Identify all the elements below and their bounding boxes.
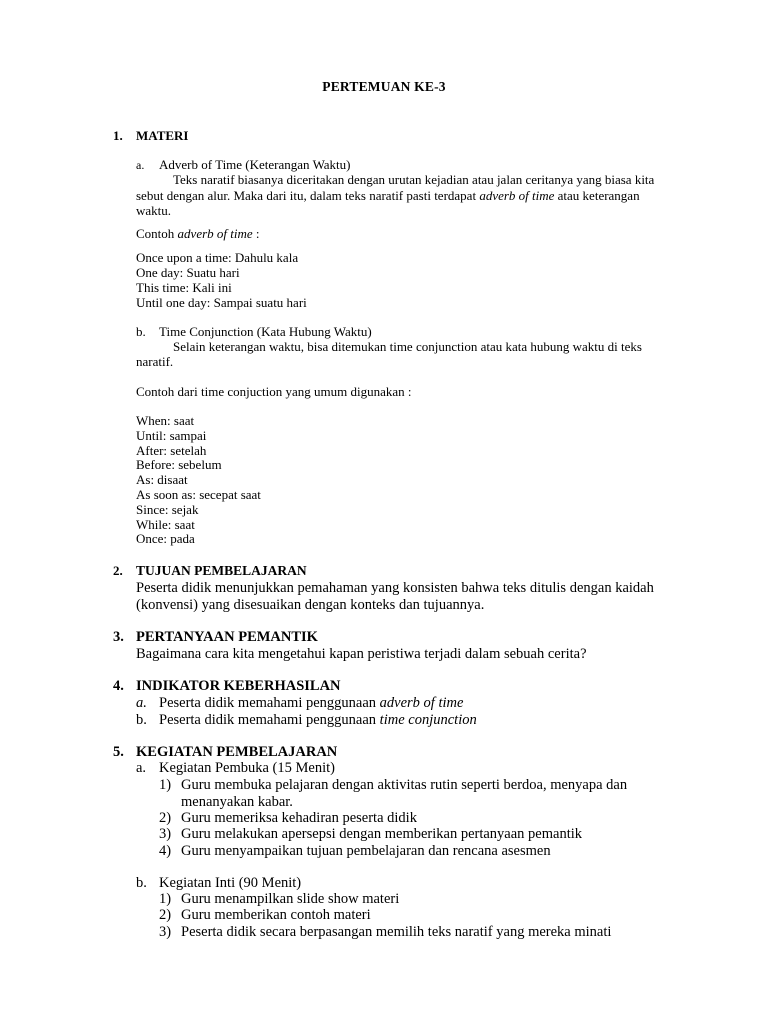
- list-item: As: disaat: [136, 472, 188, 488]
- section-5b-marker: b.: [136, 875, 147, 891]
- section-5a-item-2-num: 2): [159, 810, 172, 826]
- section-5a-item-1-line2: menanyakan kabar.: [181, 794, 293, 810]
- section-5b-item-2-num: 2): [159, 907, 172, 923]
- list-item: Until one day: Sampai suatu hari: [136, 295, 307, 310]
- section-1a-heading: Adverb of Time (Keterangan Waktu): [159, 157, 351, 172]
- section-1b-para-line1: Selain keterangan waktu, bisa ditemukan time conjunction atau kata hubung waktu di teks: [173, 339, 642, 354]
- list-item: While: saat: [136, 516, 195, 532]
- section-5b-item-3-num: 3): [159, 924, 172, 940]
- section-1-number: 1.: [113, 128, 123, 143]
- section-2-number: 2.: [113, 563, 123, 578]
- page-title: PERTEMUAN KE-3: [322, 79, 446, 94]
- list-item: This time: Kali ini: [136, 280, 232, 295]
- section-2-line2: (konvensi) yang disesuaikan dengan konteks dan tujuannya.: [136, 597, 485, 613]
- section-4-item-a-marker: a.: [136, 695, 147, 711]
- section-2-line1: Peserta didik menunjukkan pemahaman yang konsisten bahwa teks ditulis dengan kaidah: [136, 580, 654, 596]
- section-1b-heading: Time Conjunction (Kata Hubung Waktu): [159, 324, 372, 339]
- list-item: After: setelah: [136, 442, 207, 458]
- section-1a-para-line2: sebut dengan alur. Maka dari itu, dalam teks naratif pasti terdapat adverb of time atau keterangan: [136, 188, 640, 203]
- section-5b-item-1: Guru menampilkan slide show materi: [181, 891, 400, 907]
- section-1b-example-intro: Contoh dari time conjuction yang umum digunakan :: [136, 384, 412, 399]
- section-5a-item-1-line1: Guru membuka pelajaran dengan aktivitas rutin seperti berdoa, menyapa dan: [181, 777, 628, 793]
- section-4-number: 4.: [113, 678, 124, 694]
- section-5b-item-2: Guru memberikan contoh materi: [181, 907, 371, 923]
- list-item: Once: pada: [136, 531, 195, 547]
- section-5a-item-1-num: 1): [159, 777, 172, 793]
- section-5a-heading: Kegiatan Pembuka (15 Menit): [159, 760, 335, 776]
- section-5a-marker: a.: [136, 760, 147, 776]
- section-5b-item-1-num: 1): [159, 891, 172, 907]
- section-1a-para-line1: Teks naratif biasanya diceritakan dengan urutan kejadian atau jalan ceritanya yang biasa kita: [173, 172, 655, 187]
- section-5a-item-4-num: 4): [159, 843, 172, 859]
- section-5a-item-4: Guru menyampaikan tujuan pembelajaran dan rencana asesmen: [181, 843, 551, 859]
- list-item: When: saat: [136, 413, 195, 428]
- section-1a-example-intro: Contoh adverb of time :: [136, 226, 260, 241]
- section-4-item-b: Peserta didik memahami penggunaan time conjunction: [159, 712, 477, 728]
- section-5a-item-3: Guru melakukan apersepsi dengan memberikan pertanyaan pemantik: [181, 826, 583, 842]
- section-1-heading: MATERI: [136, 128, 189, 143]
- list-item: Since: sejak: [136, 501, 199, 517]
- list-item: As soon as: secepat saat: [136, 486, 261, 502]
- list-item: Until: sampai: [136, 427, 207, 443]
- section-1b-marker: b.: [136, 324, 146, 339]
- section-1a-marker: a.: [136, 158, 145, 172]
- section-4-heading: INDIKATOR KEBERHASILAN: [136, 678, 341, 694]
- adverb-examples-list: [136, 250, 307, 310]
- section-3-line1: Bagaimana cara kita mengetahui kapan peristiwa terjadi dalam sebuah cerita?: [136, 646, 587, 662]
- conjunction-examples-list: [136, 414, 261, 547]
- section-2-heading: TUJUAN PEMBELAJARAN: [136, 563, 307, 578]
- section-5b-heading: Kegiatan Inti (90 Menit): [159, 875, 302, 891]
- section-5a-item-2: Guru memeriksa kehadiran peserta didik: [181, 810, 417, 826]
- section-3-number: 3.: [113, 629, 124, 645]
- list-item: Once upon a time: Dahulu kala: [136, 250, 299, 265]
- section-1b-para-line2: naratif.: [136, 354, 174, 369]
- list-item: One day: Suatu hari: [136, 265, 240, 280]
- section-1a-para-line3: waktu.: [136, 203, 172, 218]
- section-5b-item-3: Peserta didik secara berpasangan memilih teks naratif yang mereka minati: [181, 924, 612, 940]
- section-4-item-a: Peserta didik memahami penggunaan adverb of time: [159, 695, 464, 711]
- list-item: Before: sebelum: [136, 457, 222, 473]
- section-4-item-b-marker: b.: [136, 712, 147, 728]
- section-5-heading: KEGIATAN PEMBELAJARAN: [136, 744, 338, 760]
- section-5-number: 5.: [113, 744, 124, 760]
- section-5a-item-3-num: 3): [159, 826, 172, 842]
- section-3-heading: PERTANYAAN PEMANTIK: [136, 629, 318, 645]
